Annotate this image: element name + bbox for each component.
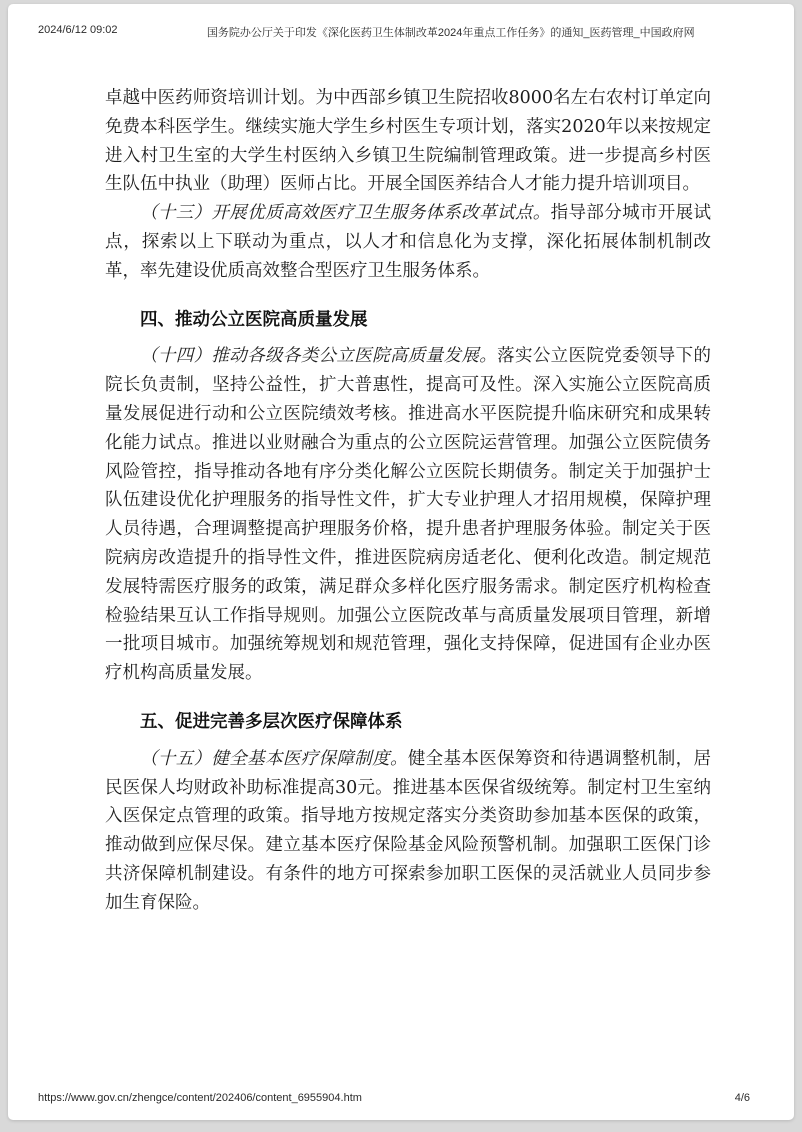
paragraph-item-15 <box>105 745 711 918</box>
item-15-lead-sentence: （十五）健全基本医疗保障制度。 <box>140 748 408 769</box>
section-heading-5: 五、促进完善多层次医疗保障体系 <box>140 711 403 732</box>
print-header <box>38 24 764 40</box>
footer-source-url: https://www.gov.cn/zhengce/content/202406/content_6955904.htm <box>38 1092 362 1104</box>
document-body <box>105 84 711 918</box>
item-13-text: 指导部分城市开展试点，探索以上下联动为重点，以人才和信息化为支撑，深化拓展体制机制改革，率先建设优质高效整合型医疗卫生服务体系。 <box>105 203 712 281</box>
footer-page-number: 4/6 <box>734 1092 750 1104</box>
print-page <box>8 4 794 1120</box>
print-footer <box>38 1092 750 1104</box>
section-heading-4: 四、推动公立医院高质量发展 <box>140 309 368 330</box>
item-14-text: 落实公立医院党委领导下的院长负责制，坚持公益性，扩大普惠性，提高可及性。深入实施公立医院高质量发展促进行动和公立医院绩效考核。推进高水平医院提升临床研究和成果转化能力试点。推进以业财融合为重点的公立医院运营管理。加强公立医院债务风险管控，指导推动各地有序分类化解公立医院长期债务。制定关于加强护士队伍建设优化护理服务的指导性文件，扩大专业护理人才招用规模，保障护理人员待遇，合理调整提高护理服务价格，提升患者护理服务体验。制定关于医院病房改造提升的指导性文件，推进医院病房适老化、便利化改造。制定规范发展特需医疗服务的政策，满足群众多样化医疗服务需求。制定医疗机构检查检验结果互认工作指导规则。加强公立医院改革与高质量发展项目管理，新增一批项目城市。加强统筹规划和规范管理，强化支持保障，促进国有企业办医疗机构高质量发展。 <box>105 346 712 684</box>
header-document-title: 国务院办公厅关于印发《深化医药卫生体制改革2024年重点工作任务》的通知_医药管理_中国政府网 <box>206 27 695 39</box>
header-datetime: 2024/6/12 09:02 <box>38 24 118 36</box>
paragraph-continuation: 卓越中医药师资培训计划。为中西部乡镇卫生院招收8000名左右农村订单定向免费本科医学生。继续实施大学生乡村医生专项计划，落实2020年以来按规定进入村卫生室的大学生村医纳入乡镇卫生院编制管理政策。进一步提高乡村医生队伍中执业（助理）医师占比。开展全国医养结合人才能力提升培训项目。 <box>105 88 711 195</box>
item-13-lead-sentence: （十三）开展优质高效医疗卫生服务体系改革试点。 <box>140 203 551 224</box>
item-14-lead-sentence: （十四）推动各级各类公立医院高质量发展。 <box>140 346 498 367</box>
paragraph-item-14 <box>105 342 711 688</box>
paragraph-item-13 <box>105 199 711 285</box>
item-15-text: 健全基本医保筹资和待遇调整机制，居民医保人均财政补助标准提高30元。推进基本医保省级统筹。制定村卫生室纳入医保定点管理的政策。指导地方按规定落实分类资助参加基本医保的政策，推动做到应保尽保。建立基本医疗保险基金风险预警机制。加强职工医保门诊共济保障机制建设。有条件的地方可探索参加职工医保的灵活就业人员同步参加生育保险。 <box>105 748 712 913</box>
